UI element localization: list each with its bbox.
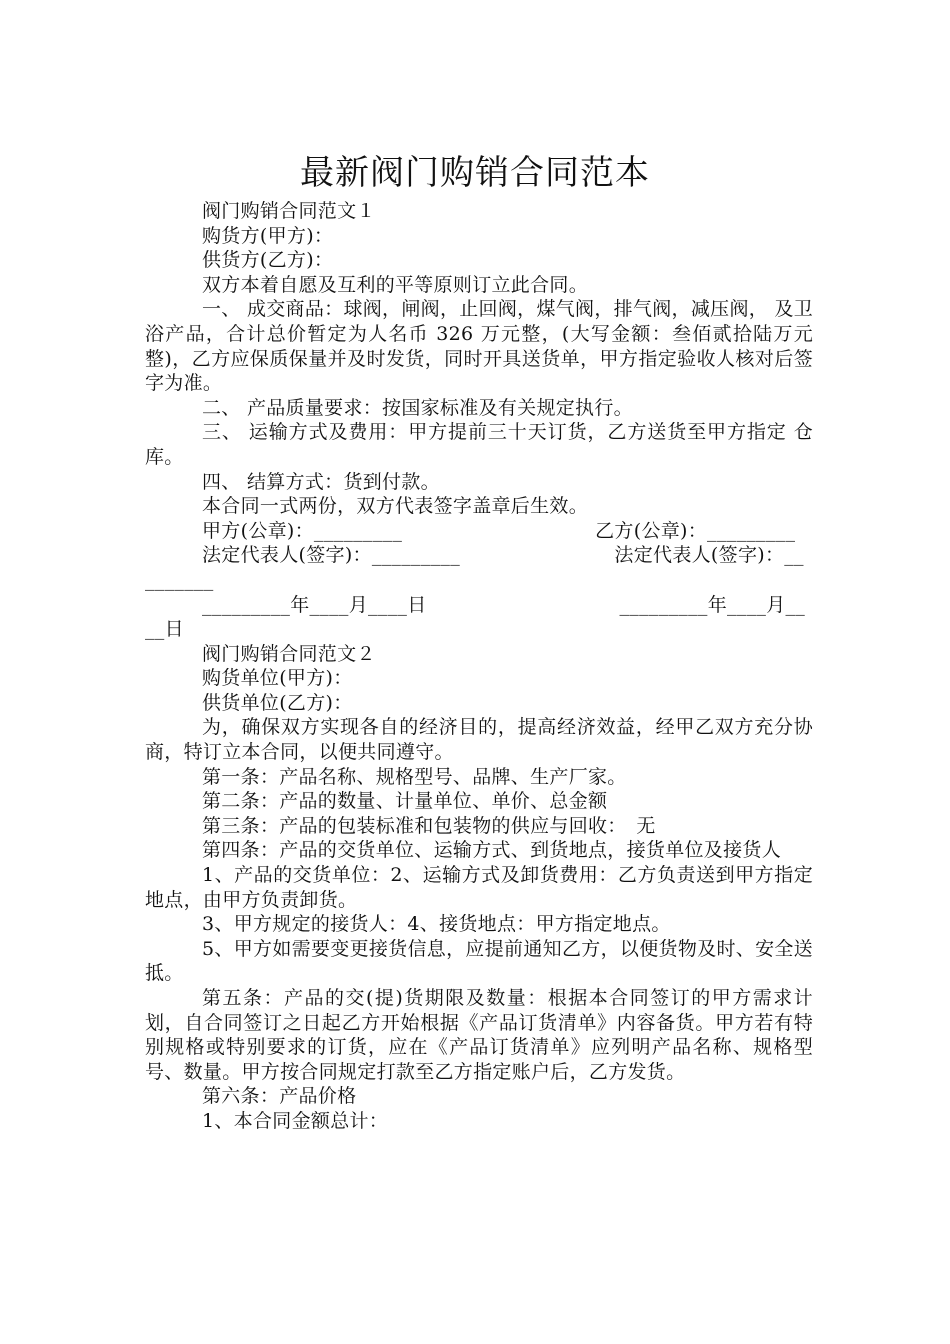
document-title: 最新阀门购销合同范本 [300,152,650,193]
representative-signature-line: 法定代表人(签字)：_________ 法定代表人(签字)：_________ [145,544,804,591]
supplier-line: 供货方(乙方)： [202,249,334,272]
article-4-item-3-4: 3、甲方规定的接货人：4、接货地点：甲方指定地点。 [202,913,671,936]
article-6-item-1: 1、本合同金额总计： [202,1109,389,1132]
document-body [145,199,813,1134]
clause-transport: 三、 运输方式及费用：甲方提前三十天订货，乙方送货至甲方指定 仓库。 [145,421,813,468]
article-4: 第四条：产品的交货单位、运输方式、到货地点，接货单位及接货人 [202,839,782,862]
principle-paragraph: 双方本着自愿及互利的平等原则订立此合同。 [202,273,589,296]
article-4-item-5: 5、甲方如需要变更接货信息，应提前通知乙方，以便货物及时、安全送抵。 [145,937,813,985]
article-2: 第二条：产品的数量、计量单位、单价、总金额 [202,790,608,813]
clause-goods: 一、 成交商品：球阀，闸阀，止回阀，煤气阀，排气阀，减压阀， 及卫浴产品，合计总价暂定为人名币 326 万元整，(大写金额：叁佰贰拾陆万元整)，乙方应保质保量并及时发货，同时开具送货单，甲方指定验收人核对后签字为准。 [145,298,813,395]
article-4-item-1-2: 1、产品的交货单位：2、运输方式及卸货费用：乙方负责送到甲方指定地点，由甲方负责卸货。 [145,864,813,911]
purpose-paragraph: 为，确保双方实现各自的经济目的，提高经济效益，经甲乙双方充分协商，特订立本合同，以便共同遵守。 [145,716,813,764]
section-heading-2: 阀门购销合同范文２ [202,642,376,665]
effective-clause: 本合同一式两份，双方代表签字盖章后生效。 [202,495,589,518]
article-1: 第一条：产品名称、规格型号、品牌、生产厂家。 [202,765,627,788]
supplier-unit-line: 供货单位(乙方)： [202,691,353,714]
article-6: 第六条：产品价格 [202,1085,357,1108]
article-5: 第五条：产品的交(提)货期限及数量：根据本合同签订的甲方需求计划，自合同签订之日起乙方开始根据《产品订货清单》内容备货。甲方若有特别规格或特别要求的订货，应在《产品订货清单》应列明产品名称、规格型号、数量。甲方按合同规定打款至乙方指定账户后，乙方发货。 [145,987,813,1083]
date-line: _________年____月____日 _________年____月____日 [145,593,806,641]
buyer-line: 购货方(甲方)： [202,224,334,247]
clause-settlement: 四、 结算方式：货到付款。 [202,470,440,493]
clause-quality: 二、 产品质量要求：按国家标准及有关规定执行。 [202,396,633,419]
seal-signature-line: 甲方(公章)：_________ 乙方(公章)：_________ [202,519,796,542]
article-3: 第三条：产品的包装标准和包装物的供应与回收： 无 [202,814,656,837]
section-heading-1: 阀门购销合同范文１ [202,200,376,222]
buyer-unit-line: 购货单位(甲方)： [202,667,353,690]
